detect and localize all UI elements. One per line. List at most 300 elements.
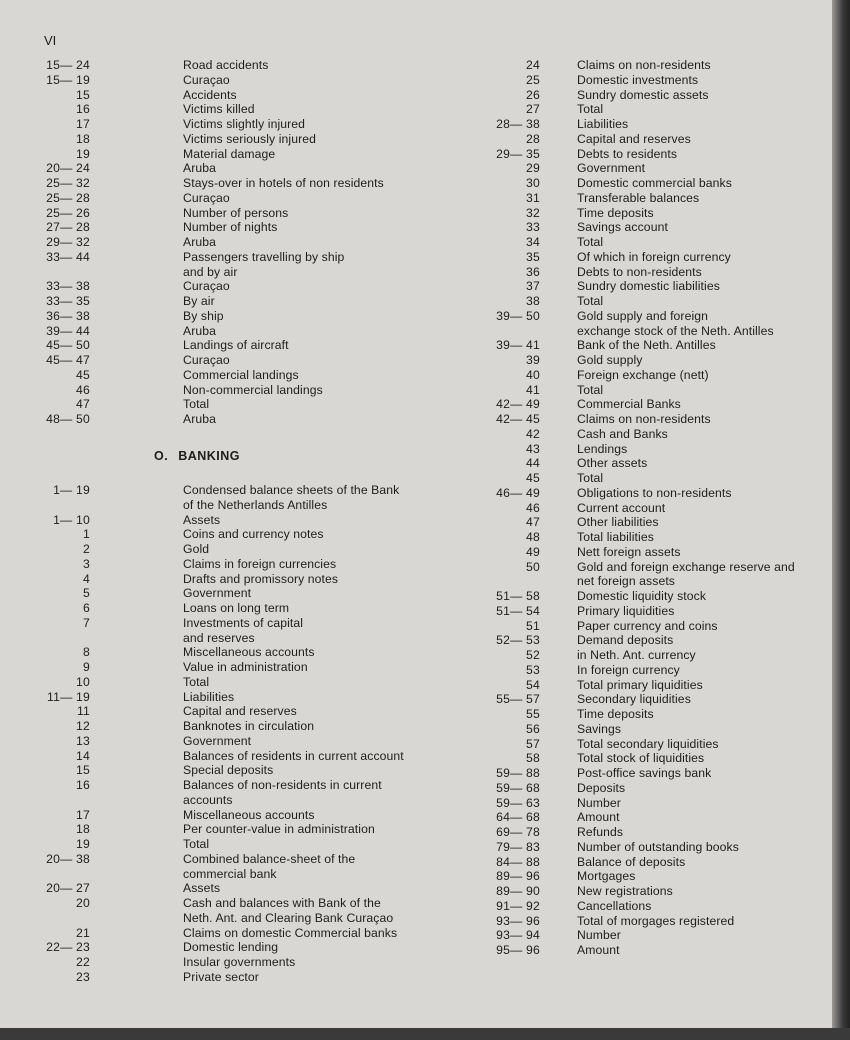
table-row [30, 412, 450, 427]
table-title: Total primary liquidities [577, 677, 703, 692]
table-title: Victims killed [183, 102, 255, 117]
table-title: Mortgages [577, 869, 636, 884]
table-title: Sundry domestic assets [577, 87, 709, 102]
table-title: Accidents [183, 87, 237, 102]
table-row [480, 88, 832, 103]
table-title: Government [183, 586, 252, 601]
table-number: 9 [83, 660, 90, 674]
table-title: Road accidents [183, 58, 269, 72]
table-number: 8 [83, 645, 90, 660]
table-title: Domestic lending [183, 940, 279, 955]
table-number: 20— 38 [46, 851, 90, 866]
table-title: Deposits [577, 780, 626, 795]
table-title: Cash and balances with Bank of the [183, 896, 381, 910]
table-number: 23 [76, 969, 90, 984]
table-row [30, 601, 450, 616]
table-number: 40 [526, 367, 540, 382]
table-number: 51— 58 [496, 589, 540, 603]
table-number: 25 [526, 72, 540, 87]
table-title: Cash and Banks [577, 426, 668, 441]
table-row [30, 338, 450, 353]
table-title: Gold supply [577, 353, 643, 367]
table-row [480, 619, 832, 634]
table-title: Number of outstanding books [577, 839, 739, 854]
table-number: 39— 44 [46, 323, 90, 338]
table-number: 7 [83, 615, 90, 630]
table-row [480, 132, 832, 147]
table-row [30, 763, 450, 778]
table-number: 22 [76, 955, 90, 969]
table-row [30, 527, 450, 542]
table-row [480, 928, 832, 943]
table-number: 64— 68 [496, 810, 540, 825]
table-title: Combined balance-sheet of the [183, 851, 356, 866]
table-row [480, 73, 832, 88]
table-number: 14 [76, 748, 90, 763]
table-title: Landings of aircraft [183, 338, 289, 353]
table-number: 19 [76, 146, 90, 161]
table-title: Total stock of liquidities [577, 751, 705, 766]
table-number: 20— 24 [46, 161, 90, 176]
table-title: Claims in foreign currencies [183, 556, 337, 571]
table-row [480, 855, 832, 870]
table-title: of the Netherlands Antilles [183, 497, 328, 512]
table-row [30, 132, 450, 147]
table-row [30, 793, 450, 808]
table-row [30, 808, 450, 823]
table-row [30, 147, 450, 162]
table-title: Total secondary liquidities [577, 736, 719, 751]
table-row [480, 604, 832, 619]
table-number: 79— 83 [496, 839, 540, 854]
table-number: 46 [526, 500, 540, 515]
table-title: Balance of deposits [577, 854, 686, 869]
table-number: 46— 49 [496, 485, 540, 500]
table-title: Commercial landings [183, 367, 299, 382]
table-title: Loans on long term [183, 601, 290, 615]
table-title: Nett foreign assets [577, 544, 681, 559]
table-title: Foreign exchange (nett) [577, 367, 709, 382]
table-number: 46 [76, 382, 90, 397]
table-title: Balances of non-residents in current [183, 778, 382, 792]
table-row [30, 867, 450, 882]
table-number: 28 [526, 131, 540, 146]
table-title: Miscellaneous accounts [183, 645, 315, 660]
table-number: 26 [526, 87, 540, 102]
table-title: Aruba [183, 412, 217, 426]
table-row [480, 560, 832, 575]
table-title: Curaçao [183, 72, 230, 87]
table-row [30, 778, 450, 793]
table-title: Current account [577, 500, 666, 515]
table-row [30, 911, 450, 926]
table-title: Assets [183, 512, 221, 527]
table-title: Amount [577, 943, 620, 957]
table-title: Obligations to non-residents [577, 485, 732, 500]
table-row [480, 545, 832, 560]
table-title: exchange stock of the Neth. Antilles [577, 323, 774, 338]
table-number: 25— 26 [46, 205, 90, 220]
table-row [480, 279, 832, 294]
table-title: Claims on non-residents [577, 412, 711, 426]
table-number: 57 [526, 736, 540, 751]
table-title: Bank of the Neth. Antilles [577, 338, 716, 353]
table-title: Investments of capital [183, 615, 304, 630]
table-title: Total [183, 837, 210, 851]
banking-list-left [30, 483, 450, 985]
table-title: Total [183, 397, 210, 412]
table-number: 93— 94 [496, 928, 540, 943]
table-number: 42— 45 [496, 412, 540, 426]
table-row [480, 692, 832, 707]
table-number: 54 [526, 677, 540, 692]
table-row [480, 338, 832, 353]
section-heading-banking [154, 449, 250, 463]
table-title: Curaçao [183, 190, 230, 205]
table-title: Primary liquidities [577, 603, 675, 618]
table-title: Cancellations [577, 898, 652, 913]
table-number: 33— 44 [46, 249, 90, 264]
table-number: 6 [83, 601, 90, 615]
table-row [30, 631, 450, 646]
section-title: BANKING [178, 449, 241, 463]
table-number: 11 [76, 704, 90, 719]
table-row [30, 73, 450, 88]
table-title: Commercial Banks [577, 397, 681, 412]
table-row [480, 220, 832, 235]
table-number: 50 [526, 559, 540, 574]
table-row [30, 513, 450, 528]
table-number: 16 [76, 778, 90, 792]
table-row [480, 633, 832, 648]
table-title: accounts [183, 792, 233, 807]
table-row [480, 501, 832, 516]
table-number: 11— 19 [47, 689, 90, 704]
table-title: Domestic liquidity stock [577, 589, 707, 603]
table-title: Total [577, 102, 604, 117]
table-number: 52 [526, 648, 540, 662]
table-number: 93— 96 [496, 913, 540, 928]
table-number: 4 [83, 571, 90, 586]
table-number: 58 [526, 751, 540, 766]
table-row [30, 896, 450, 911]
table-title: Gold and foreign exchange reserve and [577, 559, 795, 574]
table-title: Victims seriously injured [183, 131, 316, 146]
table-number: 15 [76, 87, 90, 102]
table-row [30, 294, 450, 309]
table-number: 16 [76, 102, 90, 117]
table-number: 15— 19 [46, 72, 90, 87]
table-row [480, 161, 832, 176]
table-row [480, 899, 832, 914]
table-number: 17 [76, 807, 90, 822]
table-number: 24 [526, 58, 540, 72]
table-row [30, 368, 450, 383]
table-row [30, 483, 450, 498]
table-title: Curaçao [183, 279, 230, 294]
table-row [480, 589, 832, 604]
table-title: Private sector [183, 969, 259, 984]
table-number: 3 [83, 556, 90, 571]
table-number: 44 [526, 456, 540, 471]
table-row [480, 309, 832, 324]
table-row [30, 265, 450, 280]
table-row [480, 442, 832, 457]
table-title: By air [183, 294, 215, 308]
table-number: 32 [526, 205, 540, 220]
left-column-list [30, 58, 450, 427]
table-row [480, 530, 832, 545]
table-title: Demand deposits [577, 633, 674, 648]
table-row [480, 456, 832, 471]
table-number: 36 [526, 264, 540, 279]
table-row [480, 840, 832, 855]
table-row [30, 970, 450, 985]
table-number: 42— 49 [496, 397, 540, 412]
table-row [480, 471, 832, 486]
table-title: Total [577, 382, 604, 397]
table-title: Amount [577, 810, 620, 825]
table-row [480, 102, 832, 117]
table-title: Paper currency and coins [577, 618, 718, 633]
table-title: Stays-over in hotels of non residents [183, 176, 384, 190]
table-number: 18 [76, 131, 90, 146]
table-row [480, 383, 832, 398]
table-title: Domestic commercial banks [577, 176, 732, 190]
table-row [30, 279, 450, 294]
table-title: Time deposits [577, 205, 654, 220]
table-row [30, 498, 450, 513]
table-title: Government [183, 733, 252, 748]
table-title: Post-office savings bank [577, 766, 712, 780]
table-row [480, 368, 832, 383]
table-row [30, 660, 450, 675]
table-row [30, 397, 450, 412]
table-row [480, 751, 832, 766]
table-row [480, 663, 832, 678]
table-title: Assets [183, 881, 221, 896]
table-row [480, 206, 832, 221]
table-row [480, 265, 832, 280]
table-row [480, 117, 832, 132]
table-title: Liabilities [577, 117, 629, 131]
table-number: 49 [526, 544, 540, 559]
table-row [30, 191, 450, 206]
table-row [30, 926, 450, 941]
table-number: 25— 28 [46, 190, 90, 205]
table-number: 59— 63 [496, 795, 540, 810]
table-number: 13 [76, 733, 90, 748]
table-row [480, 324, 832, 339]
table-title: Aruba [183, 235, 217, 249]
table-number: 43 [526, 441, 540, 456]
table-title: Gold [183, 542, 210, 556]
table-number: 1— 10 [53, 512, 90, 527]
table-number: 45— 50 [46, 338, 90, 353]
table-title: Balances of residents in current account [183, 748, 404, 763]
table-number: 29— 35 [496, 146, 540, 161]
table-title: Neth. Ant. and Clearing Bank Curaçao [183, 910, 394, 925]
table-row [30, 616, 450, 631]
table-number: 39 [526, 353, 540, 367]
table-row [480, 294, 832, 309]
table-row [30, 734, 450, 749]
table-title: Other liabilities [577, 515, 659, 530]
table-row [30, 704, 450, 719]
table-title: Time deposits [577, 707, 654, 721]
table-title: Number of nights [183, 220, 278, 235]
table-title: Banknotes in circulation [183, 719, 315, 733]
table-row [30, 955, 450, 970]
table-title: Secondary liquidities [577, 692, 691, 707]
table-number: 31 [526, 190, 540, 205]
table-title: Total [183, 674, 210, 689]
table-title: Miscellaneous accounts [183, 807, 315, 822]
table-row [30, 852, 450, 867]
table-number: 30 [526, 176, 540, 190]
table-row [30, 309, 450, 324]
table-number: 91— 92 [496, 898, 540, 913]
table-number: 12 [76, 719, 90, 733]
table-title: Debts to residents [577, 146, 678, 161]
table-title: Domestic investments [577, 72, 699, 87]
table-number: 33— 35 [46, 294, 90, 308]
table-title: Debts to non-residents [577, 264, 702, 279]
table-title: Aruba [183, 161, 217, 176]
table-number: 2 [83, 542, 90, 556]
table-number: 47 [76, 397, 90, 412]
table-number: 45— 47 [46, 353, 90, 367]
table-row [480, 250, 832, 265]
table-row [30, 88, 450, 103]
table-number: 29— 32 [46, 235, 90, 249]
table-number: 22— 23 [46, 940, 90, 955]
table-title: Non-commercial landings [183, 382, 323, 397]
table-row [30, 719, 450, 734]
table-title: in Neth. Ant. currency [577, 648, 696, 662]
table-number: 36— 38 [46, 308, 90, 323]
table-row [480, 796, 832, 811]
table-title: Claims on domestic Commercial banks [183, 925, 398, 940]
table-number: 55— 57 [496, 692, 540, 707]
table-row [30, 206, 450, 221]
table-number: 84— 88 [496, 854, 540, 869]
table-title: Special deposits [183, 763, 274, 778]
table-number: 38 [526, 294, 540, 308]
table-row [30, 58, 450, 73]
table-number: 89— 96 [496, 869, 540, 884]
table-title: Other assets [577, 456, 648, 471]
table-row [480, 707, 832, 722]
table-row [30, 161, 450, 176]
table-title: Of which in foreign currency [577, 249, 731, 264]
page-number: VI [44, 33, 57, 48]
table-number: 35 [526, 249, 540, 264]
table-row [480, 737, 832, 752]
table-row [30, 542, 450, 557]
table-row [480, 810, 832, 825]
table-title: Total [577, 235, 604, 249]
table-row [30, 881, 450, 896]
table-number: 20— 27 [46, 881, 90, 896]
table-number: 19 [76, 837, 90, 851]
table-number: 52— 53 [496, 633, 540, 648]
table-title: Transferable balances [577, 190, 700, 205]
table-number: 28— 38 [496, 117, 540, 131]
table-row [480, 176, 832, 191]
table-title: Liabilities [183, 689, 235, 704]
table-title: net foreign assets [577, 574, 676, 589]
table-number: 89— 90 [496, 884, 540, 898]
table-row [30, 557, 450, 572]
table-row [30, 822, 450, 837]
table-number: 51— 54 [496, 603, 540, 618]
table-number: 1 [83, 527, 90, 542]
table-row [480, 722, 832, 737]
table-number: 15— 24 [46, 58, 90, 72]
table-number: 18 [76, 822, 90, 837]
table-number: 15 [76, 763, 90, 778]
table-row [30, 749, 450, 764]
table-title: Number [577, 795, 621, 810]
table-row [30, 117, 450, 132]
table-number: 10 [76, 674, 90, 689]
table-title: Refunds [577, 825, 624, 839]
table-number: 41 [526, 382, 540, 397]
table-row [480, 427, 832, 442]
page-bottom-shadow [0, 1028, 850, 1040]
table-title: Passengers travelling by ship [183, 249, 345, 264]
binder-edge [832, 0, 850, 1040]
table-number: 33 [526, 220, 540, 235]
table-title: Condensed balance sheets of the Bank [183, 483, 400, 497]
table-number: 29 [526, 161, 540, 176]
table-row [480, 648, 832, 663]
table-title: Curaçao [183, 353, 230, 367]
table-row [30, 837, 450, 852]
table-number: 59— 88 [496, 766, 540, 780]
table-title: Victims slightly injured [183, 117, 306, 131]
table-title: Capital and reserves [577, 131, 691, 146]
table-title: Insular governments [183, 955, 296, 969]
table-title: Total of morgages registered [577, 913, 735, 928]
table-number: 37 [526, 279, 540, 294]
table-title: Gold supply and foreign [577, 308, 709, 323]
table-title: Number [577, 928, 621, 943]
table-number: 25— 32 [46, 176, 90, 190]
table-number: 53 [526, 662, 540, 677]
table-row [480, 515, 832, 530]
table-title: Drafts and promissory notes [183, 571, 339, 586]
table-row [480, 412, 832, 427]
table-number: 17 [76, 117, 90, 131]
table-title: New registrations [577, 884, 673, 898]
table-row [480, 574, 832, 589]
table-row [30, 940, 450, 955]
table-number: 45 [526, 471, 540, 485]
table-row [480, 235, 832, 250]
table-row [30, 690, 450, 705]
table-number: 51 [526, 618, 540, 633]
table-title: and reserves [183, 630, 255, 645]
table-row [30, 353, 450, 368]
table-row [480, 825, 832, 840]
table-title: Value in administration [183, 660, 308, 674]
table-row [30, 645, 450, 660]
table-title: Number of persons [183, 205, 289, 220]
table-number: 56 [526, 721, 540, 736]
table-number: 21 [76, 925, 90, 940]
